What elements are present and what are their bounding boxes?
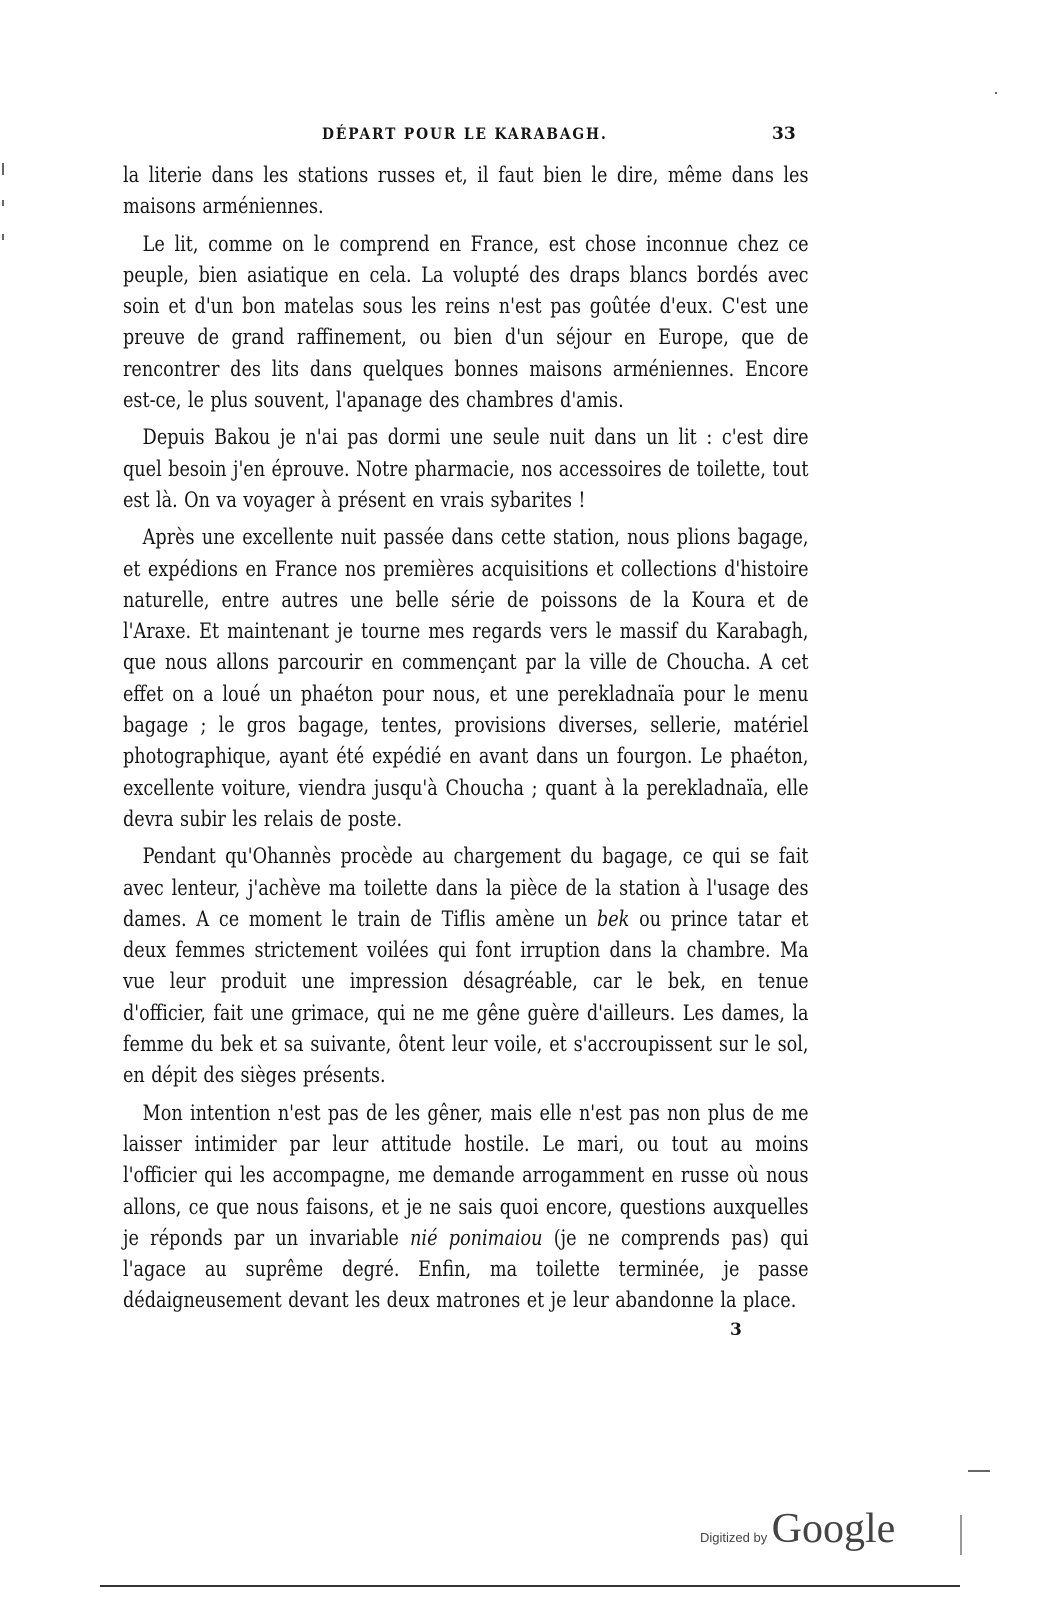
digitized-watermark — [700, 1505, 895, 1555]
signature-mark: 3 — [730, 1320, 742, 1340]
paragraph-6-text-before: Mon intention n'est pas de les gêner, mais elle n'est pas non plus de me laisser intimider par leur attitude hostile. Le mari, ou tout au moins l'officier qui les accompagne, me demande arrogamment en russe où nous allons, ce que nous faisons, et je ne sais quoi encore, questions auxquelles je réponds par un invariable — [123, 1100, 809, 1251]
paragraph-5 — [123, 841, 809, 1091]
paragraph-4-text: Après une excellente nuit passée dans cette station, nous plions bagage, et expédions en France nos premières acquisitions et collections d'histoire naturelle, entre autres une belle série de poissons de la Koura et de l'Araxe. Et maintenant je tourne mes regards vers le massif du Karabagh, que nous allons parcourir en commençant par la ville de Choucha. A cet effet on a loué un phaéton pour nous, et une perekladnaïa pour le menu bagage ; le gros bagage, tentes, provisions diverses, sellerie, matériel photographique, ayant été expédié en avant dans un fourgon. Le phaéton, excellente voiture, viendra jusqu'à Choucha ; quant à la perekladnaïa, elle devra subir les relais de poste. — [123, 525, 809, 832]
paragraph-4 — [123, 522, 809, 835]
page-number: 33 — [772, 124, 796, 144]
body-text — [123, 160, 809, 1323]
paragraph-6-italic-term: nié ponimaiou — [410, 1225, 543, 1251]
paragraph-6-text-after: (je ne comprends pas) qui l'agace au suprême degré. Enfin, ma toilette terminée, je passe dédaigneusement devant les deux matrones et je leur abandonne la place. — [123, 1225, 809, 1314]
running-title: DÉPART POUR LE KARABAGH. — [322, 124, 608, 143]
paragraph-3-text: Depuis Bakou je n'ai pas dormi une seule nuit dans un lit : c'est dire quel besoin j'en éprouve. Notre pharmacie, nos accessoires de toilette, tout est là. On va voyager à présent en vrais sybarites ! — [123, 425, 809, 513]
scan-speck — [968, 1470, 990, 1472]
paragraph-1-text: la literie dans les stations russes et, il faut bien le dire, même dans les maisons arméniennes. — [123, 163, 809, 220]
edge-mark — [2, 163, 4, 175]
bottom-rule — [100, 1585, 960, 1587]
scan-speck — [995, 92, 997, 94]
paragraph-6 — [123, 1098, 809, 1317]
google-logo: Google — [771, 1506, 896, 1552]
running-head — [0, 124, 1045, 154]
edge-mark — [2, 200, 4, 206]
paragraph-3 — [123, 422, 809, 516]
paragraph-5-text-before: Pendant qu'Ohannès procède au chargement du bagage, ce qui se fait avec lenteur, j'achève ma toilette dans la pièce de la station à l'usage des dames. A ce moment le train de Tiflis amène un — [123, 844, 809, 932]
paragraph-5-italic-term: bek — [596, 906, 630, 932]
paragraph-2-text: Le lit, comme on le comprend en France, est chose inconnue chez ce peuple, bien asiatique en cela. La volupté des draps blancs bordés avec soin et d'un bon matelas sous les reins n'est pas goûtée d'eux. C'est une preuve de grand raffinement, ou bien d'un séjour en Europe, que de rencontrer des lits dans quelques bonnes maisons arméniennes. Encore est-ce, le plus souvent, l'apanage des chambres d'amis. — [123, 231, 809, 414]
scan-speck — [960, 1515, 962, 1555]
paragraph-2 — [123, 229, 809, 417]
digitized-prefix: Digitized by — [700, 1530, 768, 1545]
paragraph-5-text-after: ou prince tatar et deux femmes strictement voilées qui font irruption dans la chambre. Ma vue leur produit une impression désagréable, car le bek, en tenue d'officier, fait une grimace, qui ne me gêne guère d'ailleurs. Les dames, la femme du bek et sa suivante, ôtent leur voile, et s'accroupissent sur le sol, en dépit des sièges présents. — [123, 906, 809, 1089]
edge-mark — [2, 234, 4, 240]
paragraph-1 — [123, 160, 809, 223]
